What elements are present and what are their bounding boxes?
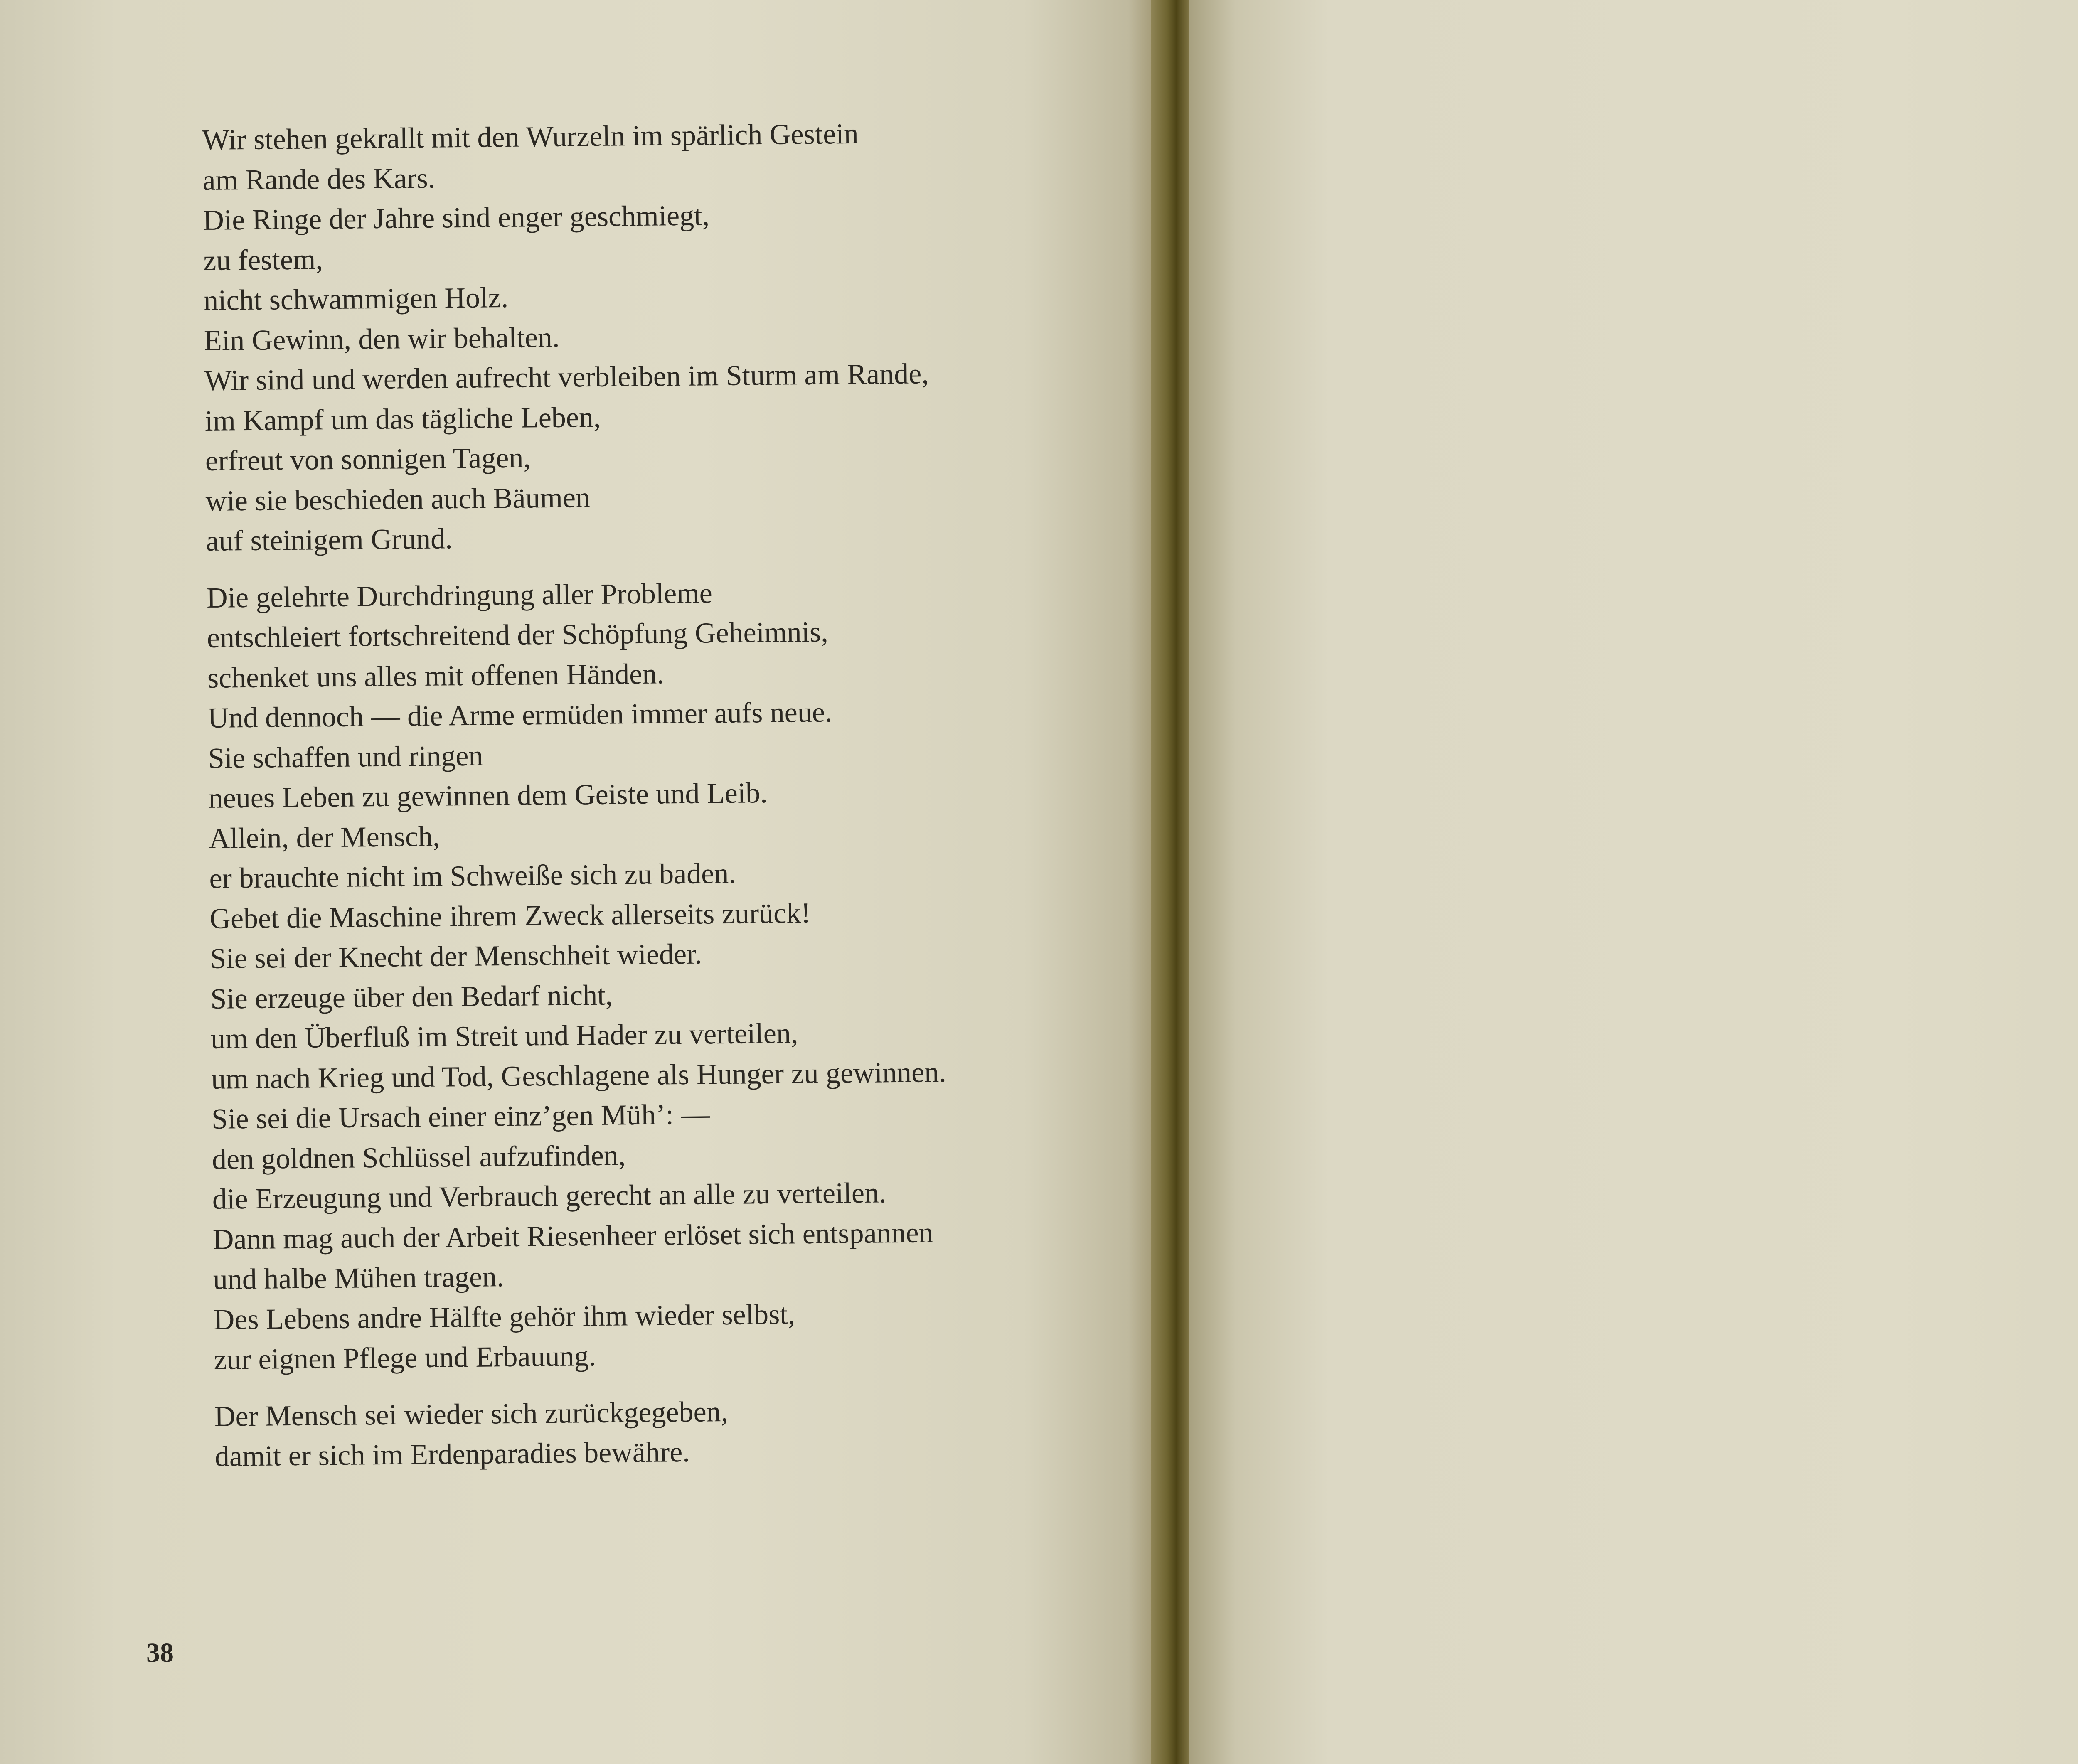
poem-line: den goldnen Schlüssel aufzufinden, <box>212 1139 626 1176</box>
poem-line: Dann mag auch der Arbeit Riesenheer erlöset sich entspannen <box>212 1216 933 1256</box>
poem-line: Und dennoch — die Arme ermüden immer aufs neue. <box>207 696 832 734</box>
poem-line: Sie erzeuge über den Bedarf nicht, <box>210 979 613 1015</box>
poem-line: Sie sei die Ursach einer einz’gen Müh’: — <box>211 1098 710 1135</box>
poem <box>202 112 1130 1493</box>
poem-line: er brauchte nicht im Schweiße sich zu baden. <box>209 857 736 895</box>
poem-line: auf steinigem Grund. <box>206 523 453 557</box>
poem-line: Wir stehen gekrallt mit den Wurzeln im spärlich Gestein <box>202 118 859 156</box>
poem-line: im Kampf um das tägliche Leben, <box>204 401 601 437</box>
poem-line: zur eignen Pflege und Erbauung. <box>214 1340 596 1376</box>
poem-line: neues Leben zu gewinnen dem Geiste und Leib. <box>208 777 768 814</box>
poem-line: Der Mensch sei wieder sich zurückgegeben, <box>214 1395 729 1433</box>
poem-line: Allein, der Mensch, <box>209 820 440 855</box>
poem-line: zu festem, <box>203 243 323 277</box>
poem-line: die Erzeugung und Verbrauch gerecht an alle zu verteilen. <box>212 1177 886 1215</box>
poem-line: entschleiert fortschreitend der Schöpfung Geheimnis, <box>207 616 829 654</box>
poem-line: Des Lebens andre Hälfte gehör ihm wieder selbst, <box>213 1298 795 1336</box>
stanza <box>207 569 1128 1380</box>
poem-line: erfreut von sonnigen Tagen, <box>205 442 531 477</box>
poem-line: schenket uns alles mit offenen Händen. <box>207 657 665 694</box>
poem-line: um den Überfluß im Streit und Hader zu verteilen, <box>210 1017 798 1055</box>
stanza <box>202 112 1120 562</box>
poem-line: Wir sind und werden aufrecht verbleiben im Sturm am Rande, <box>204 358 929 397</box>
poem-line: um nach Krieg und Tod, Geschlagene als Hunger zu gewinnen. <box>211 1056 946 1095</box>
poem-line: Die Ringe der Jahre sind enger geschmiegt, <box>202 199 710 236</box>
poem-line: damit er sich im Erdenparadies bewähre. <box>214 1436 690 1473</box>
page-number-left: 38 <box>146 1638 174 1668</box>
poem-line: Sie schaffen und ringen <box>208 740 483 775</box>
stanza <box>214 1388 1129 1477</box>
poem-line: wie sie beschieden auch Bäumen <box>205 481 591 517</box>
poem-line: am Rande des Kars. <box>202 162 436 197</box>
poem-line: Gebet die Maschine ihrem Zweck allerseits zurück! <box>209 897 811 935</box>
poem-line: Die gelehrte Durchdringung aller Probleme <box>206 577 713 614</box>
poem-line: Ein Gewinn, den wir behalten. <box>204 321 560 357</box>
poem-line: Sie sei der Knecht der Menschheit wieder. <box>209 938 702 975</box>
poem-line: nicht schwammigen Holz. <box>203 281 509 317</box>
right-page <box>1189 0 2078 1764</box>
poem-line: und halbe Mühen tragen. <box>213 1261 504 1296</box>
